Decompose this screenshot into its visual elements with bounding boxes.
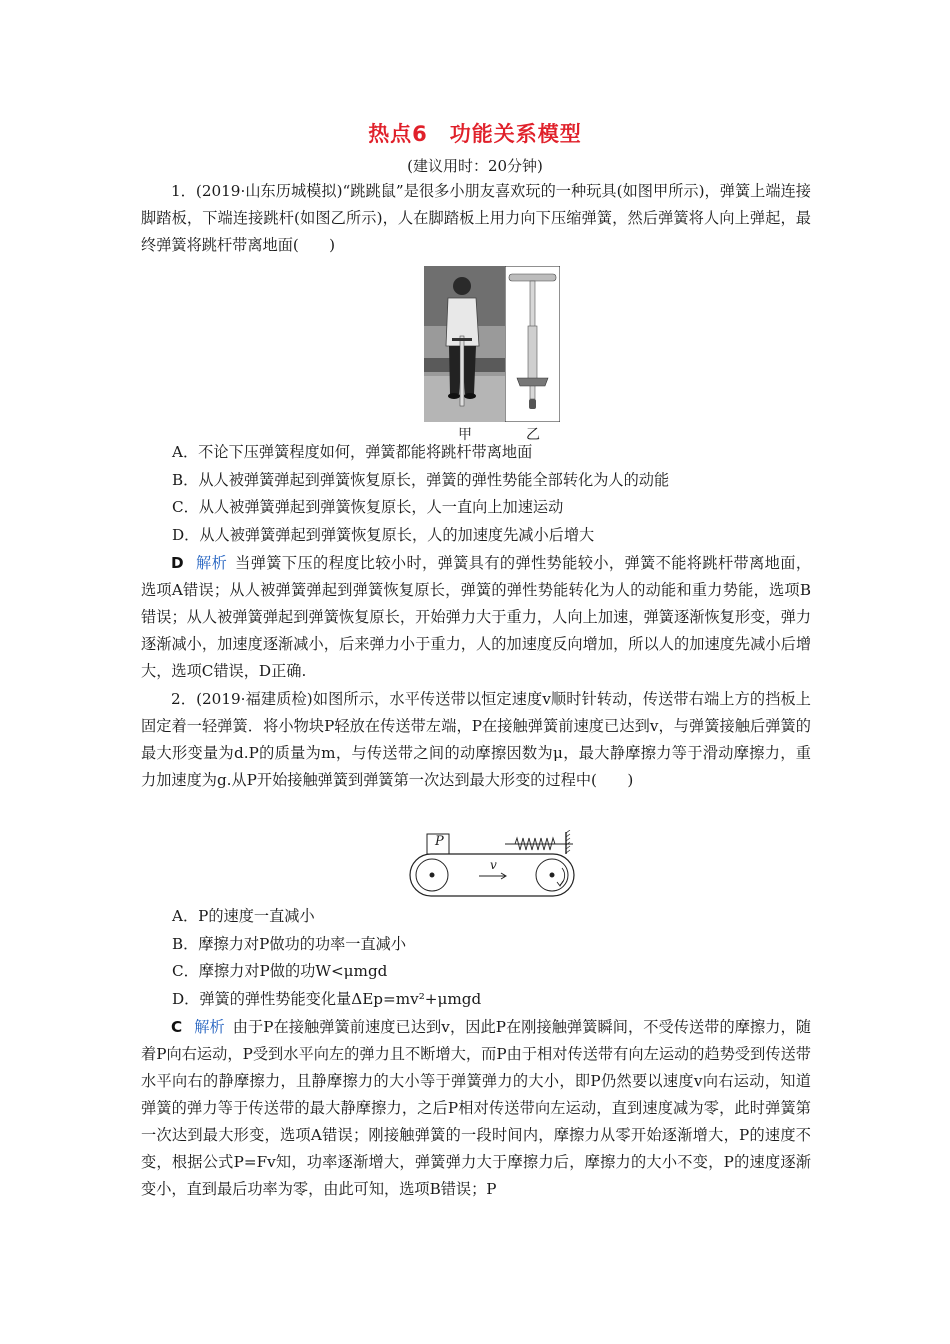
q1-analysis bbox=[141, 550, 811, 685]
q2-option-b: B．摩擦力对P做功的功率一直减小 bbox=[172, 935, 407, 953]
q2-analysis-label: 解析 bbox=[194, 1018, 225, 1036]
q1-option-d: D．从人被弹簧弹起到弹簧恢复原长，人的加速度先减小后增大 bbox=[172, 526, 595, 544]
q1-stem: 1．(2019·山东历城模拟)“跳跳鼠”是很多小朋友喜欢玩的一种玩具(如图甲所示)，弹簧上端连接脚踏板，下端连接跳杆(如图乙所示)，人在脚踏板上用力向下压缩弹簧，然后弹簧将人向上弹起，最终弹簧将跳杆带离地面( ) bbox=[141, 182, 811, 254]
figure-b-label: 乙 bbox=[526, 427, 540, 443]
q1-analysis-label: 解析 bbox=[195, 554, 228, 572]
q1-analysis-text: 当弹簧下压的程度比较小时，弹簧具有的弹性势能较小，弹簧不能将跳杆带离地面，选项A错误；从人被弹簧弹起到弹簧恢复原长，弹簧的弹性势能转化为人的动能和重力势能，选项B错误；从人被弹簧弹起到弹簧恢复原长，开始弹力大于重力，人向上加速，弹簧逐渐恢复形变，弹力逐渐减小，加速度逐渐减小，后来弹力小于重力，人的加速度反向增加，所以人的加速度先减小后增大，选项C错误，D正确. bbox=[141, 554, 812, 680]
figure-velocity-label: v bbox=[490, 858, 497, 872]
figure-block-label: P bbox=[435, 834, 444, 849]
q1-option-a: A．不论下压弹簧程度如何，弹簧都能将跳杆带离地面 bbox=[172, 443, 533, 461]
figure-a-label: 甲 bbox=[458, 427, 472, 443]
q2-analysis bbox=[141, 1014, 811, 1203]
q1-option-c: C．从人被弹簧弹起到弹簧恢复原长，人一直向上加速运动 bbox=[172, 498, 564, 516]
q2-answer: C bbox=[171, 1018, 183, 1036]
q2-option-d: D．弹簧的弹性势能变化量ΔEp=mv²+μmgd bbox=[172, 990, 482, 1008]
figure-a-photo bbox=[424, 266, 506, 422]
q2-stem: 2．(2019·福建质检)如图所示，水平传送带以恒定速度v顺时针转动，传送带右端上方的挡板上固定着一轻弹簧．将小物块P轻放在传送带左端，P在接触弹簧前速度已达到v，与弹簧接触后弹簧的最大形变量为d.P的质量为m，与传送带之间的动摩擦因数为μ，最大静摩擦力等于滑动摩擦力，重力加速度为g.从P开始接触弹簧到弹簧第一次达到最大形变的过程中( ) bbox=[141, 690, 811, 789]
q2-option-c: C．摩擦力对P做的功W<μmgd bbox=[172, 962, 388, 980]
q1-option-b: B．从人被弹簧弹起到弹簧恢复原长，弹簧的弹性势能全部转化为人的动能 bbox=[172, 471, 670, 489]
q2-analysis-text: 由于P在接触弹簧前速度已达到v，因此P在刚接触弹簧瞬间，不受传送带的摩擦力，随着P向右运动，P受到水平向左的弹力且不断增大，而P由于相对传送带有向左运动的趋势受到传送带水平向右的静摩擦力，且静摩擦力的大小等于弹簧弹力的大小，即P仍然要以速度v向右运动，知道弹簧的弹力等于传送带的最大静摩擦力，之后P相对传送带向左运动，直到速度减为零，此时弹簧第一次达到最大形变，选项A错误；刚接触弹簧的一段时间内，摩擦力从零开始逐渐增大，P的速度不变，根据公式P=Fv知，功率逐渐增大，弹簧弹力大于摩擦力后，摩擦力的大小不变，P的速度逐渐变小，直到最后功率为零，由此可知，选项B错误；P bbox=[141, 1018, 811, 1198]
q1-answer: D bbox=[171, 554, 184, 572]
page-subtitle: (建议用时：20分钟) bbox=[407, 157, 543, 175]
page-title: 热点6 功能关系模型 bbox=[368, 122, 582, 146]
figure-b-pogo-stick bbox=[505, 266, 560, 422]
q2-option-a: A．P的速度一直减小 bbox=[172, 907, 315, 925]
